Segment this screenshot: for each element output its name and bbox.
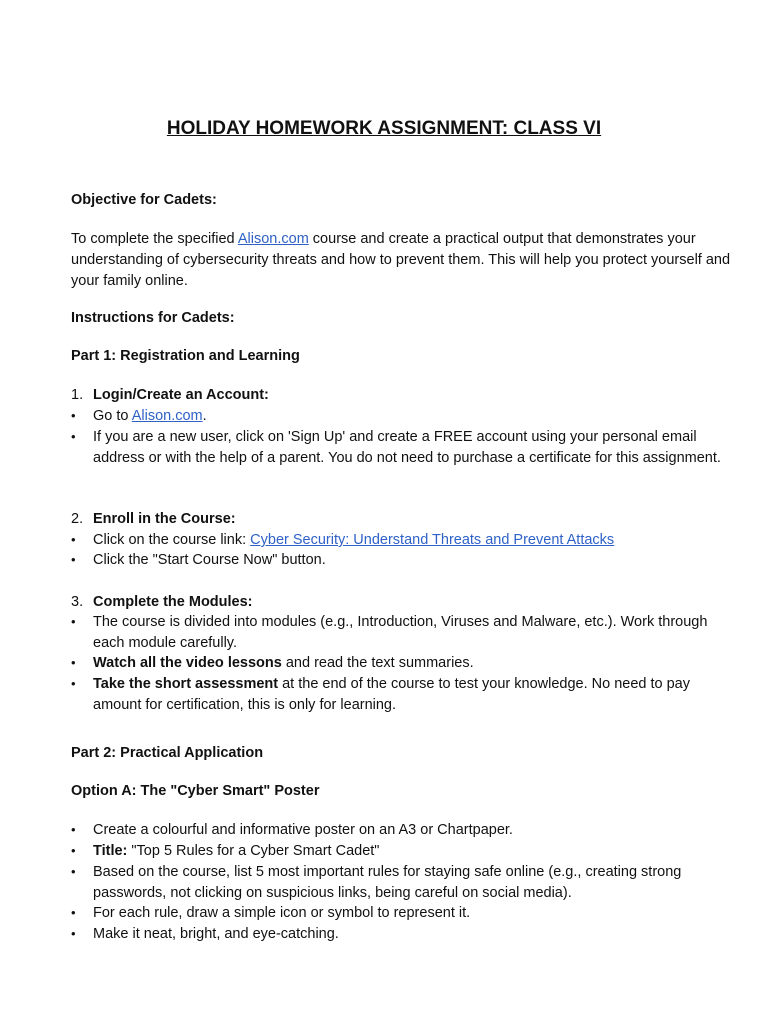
- list-item: • For each rule, draw a simple icon or symbol to represent it.: [71, 903, 731, 924]
- list-item: • Take the short assessment at the end of the course to test your knowledge. No need to pay amount for certification, this is only for learning.: [71, 676, 690, 713]
- bullet-glyph: •: [71, 532, 76, 547]
- step-heading: Enroll in the Course:: [93, 511, 236, 527]
- bullet-glyph: •: [71, 429, 76, 444]
- bullet-glyph: •: [71, 864, 76, 879]
- list-item: • Click on the course link: Cyber Security: Understand Threats and Prevent Attacks: [71, 530, 731, 551]
- step-heading: Login/Create an Account:: [93, 387, 269, 403]
- list-item: • Go to Alison.com.: [71, 406, 731, 427]
- option-a-heading: Option A: The "Cyber Smart" Poster: [71, 783, 320, 799]
- objective-paragraph: [71, 229, 731, 291]
- step-number: 1.: [71, 387, 84, 403]
- bullet-glyph: •: [71, 614, 76, 629]
- alison-link[interactable]: Alison.com: [237, 231, 309, 247]
- list-item: • Based on the course, list 5 most important rules for staying safe online (e.g., creating strong passwords, not clicking on suspicious links, being careful on social media).: [71, 864, 682, 901]
- list-item: • Title: "Top 5 Rules for a Cyber Smart Cadet": [71, 841, 731, 862]
- list-item: • If you are a new user, click on 'Sign Up' and create a FREE account using your personal email address or with the help of a parent. You do not need to purchase a certificate for this assignment.: [71, 429, 721, 466]
- bullet-glyph: •: [71, 655, 76, 670]
- alison-link[interactable]: Alison.com: [131, 408, 203, 424]
- bullet-glyph: •: [71, 408, 76, 423]
- objective-heading: Objective for Cadets:: [71, 192, 217, 208]
- list-item: • Create a colourful and informative poster on an A3 or Chartpaper.: [71, 820, 731, 841]
- list-item: • Make it neat, bright, and eye-catching.: [71, 924, 731, 945]
- step-number: 3.: [71, 594, 84, 610]
- bullet-glyph: •: [71, 552, 76, 567]
- page-title: HOLIDAY HOMEWORK ASSIGNMENT: CLASS VI: [166, 118, 602, 139]
- bullet-glyph: •: [71, 822, 76, 837]
- part1-heading: Part 1: Registration and Learning: [71, 348, 300, 364]
- instructions-heading: Instructions for Cadets:: [71, 310, 235, 326]
- course-link[interactable]: Cyber Security: Understand Threats and Prevent Attacks: [250, 532, 615, 548]
- step-heading: Complete the Modules:: [93, 594, 253, 610]
- part2-heading: Part 2: Practical Application: [71, 745, 264, 761]
- step-3: [71, 592, 731, 613]
- bullet-glyph: •: [71, 905, 76, 920]
- bullet-glyph: •: [71, 926, 76, 941]
- step-number: 2.: [71, 511, 84, 527]
- bullet-glyph: •: [71, 843, 76, 858]
- step-1: [71, 385, 731, 406]
- objective-text-end: course and create a practical output that demonstrates your understanding of cybersecurity threats and how to prevent them. This will help you protect yourself and your family online.: [71, 231, 731, 289]
- step-2: [71, 509, 731, 530]
- list-item: • Watch all the video lessons and read the text summaries.: [71, 653, 731, 674]
- list-item: • The course is divided into modules (e.g., Introduction, Viruses and Malware, etc.). Work through each module carefully.: [71, 614, 708, 651]
- list-item: • Click the "Start Course Now" button.: [71, 550, 731, 571]
- bullet-glyph: •: [71, 676, 76, 691]
- objective-text-start: To complete the specified: [71, 231, 238, 247]
